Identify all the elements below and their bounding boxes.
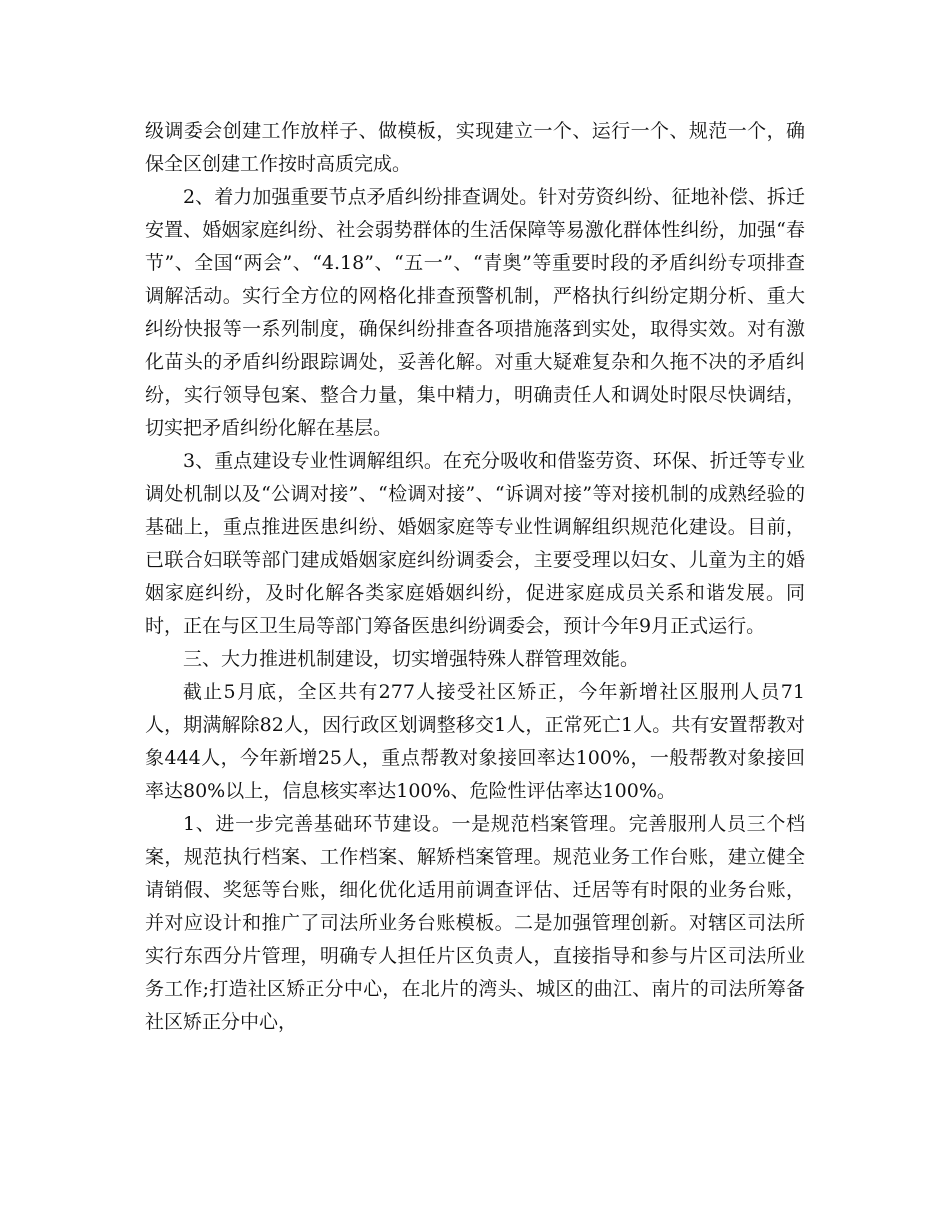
paragraph-mediation-organizations: 3、重点建设专业性调解组织。在充分吸收和借鉴劳资、环保、折迁等专业调处机制以及“公调对接”、“检调对接”、“诉调对接”等对接机制的成熟经验的基础上，重点推进医患纠纷、婚姻家庭等专业性调解组织规范化建设。目前，已联合妇联等部门建成婚姻家庭纠纷调委会，主要受理以妇女、儿童为主的婚姻家庭纠纷，及时化解各类家庭婚姻纠纷，促进家庭成员关系和谐发展。同时，正在与区卫生局等部门筹备医患纠纷调委会，预计今年9月正式运行。 (145, 450, 805, 637)
document-body (145, 115, 805, 1039)
paragraph-conflict-screening: 2、着力加强重要节点矛盾纠纷排查调处。针对劳资纠纷、征地补偿、拆迁安置、婚姻家庭纠纷、社会弱势群体的生活保障等易激化群体性纠纷，加强“春节”、全国“两会”、“4.18”、“五一”、“青奥”等重要时段的矛盾纠纷专项排查调解活动。实行全方位的网格化排查预警机制，严格执行纠纷定期分析、重大纠纷快报等一系列制度，确保纠纷排查各项措施落到实处，取得实效。对有激化苗头的矛盾纠纷跟踪调处，妥善化解。对重大疑难复杂和久拖不决的矛盾纠纷，实行领导包案、整合力量，集中精力，明确责任人和调处时限尽快调结，切实把矛盾纠纷化解在基层。 (145, 186, 805, 439)
paragraph-continuation: 级调委会创建工作放样子、做模板，实现建立一个、运行一个、规范一个，确保全区创建工作按时高质完成。 (145, 120, 805, 175)
paragraph-statistics: 截止5月底，全区共有277人接受社区矫正，今年新增社区服刑人员71人，期满解除82人，因行政区划调整移交1人，正常死亡1人。共有安置帮教对象444人，今年新增25人，重点帮教对象接回率达100%，一般帮教对象接回率达80%以上，信息核实率达100%、危险性评估率达100%。 (145, 681, 805, 802)
section-heading-mechanism: 三、大力推进机制建设，切实增强特殊人群管理效能。 (183, 648, 640, 670)
paragraph-basic-construction: 1、进一步完善基础环节建设。一是规范档案管理。完善服刑人员三个档案，规范执行档案、工作档案、解矫档案管理。规范业务工作台账，建立健全请销假、奖惩等台账，细化优化适用前调查评估、迁居等有时限的业务台账，并对应设计和推广了司法所业务台账模板。二是加强管理创新。对辖区司法所实行东西分片管理，明确专人担任片区负责人，直接指导和参与片区司法所业务工作;打造社区矫正分中心，在北片的湾头、城区的曲江、南片的司法所筹备社区矫正分中心， (145, 813, 805, 1033)
